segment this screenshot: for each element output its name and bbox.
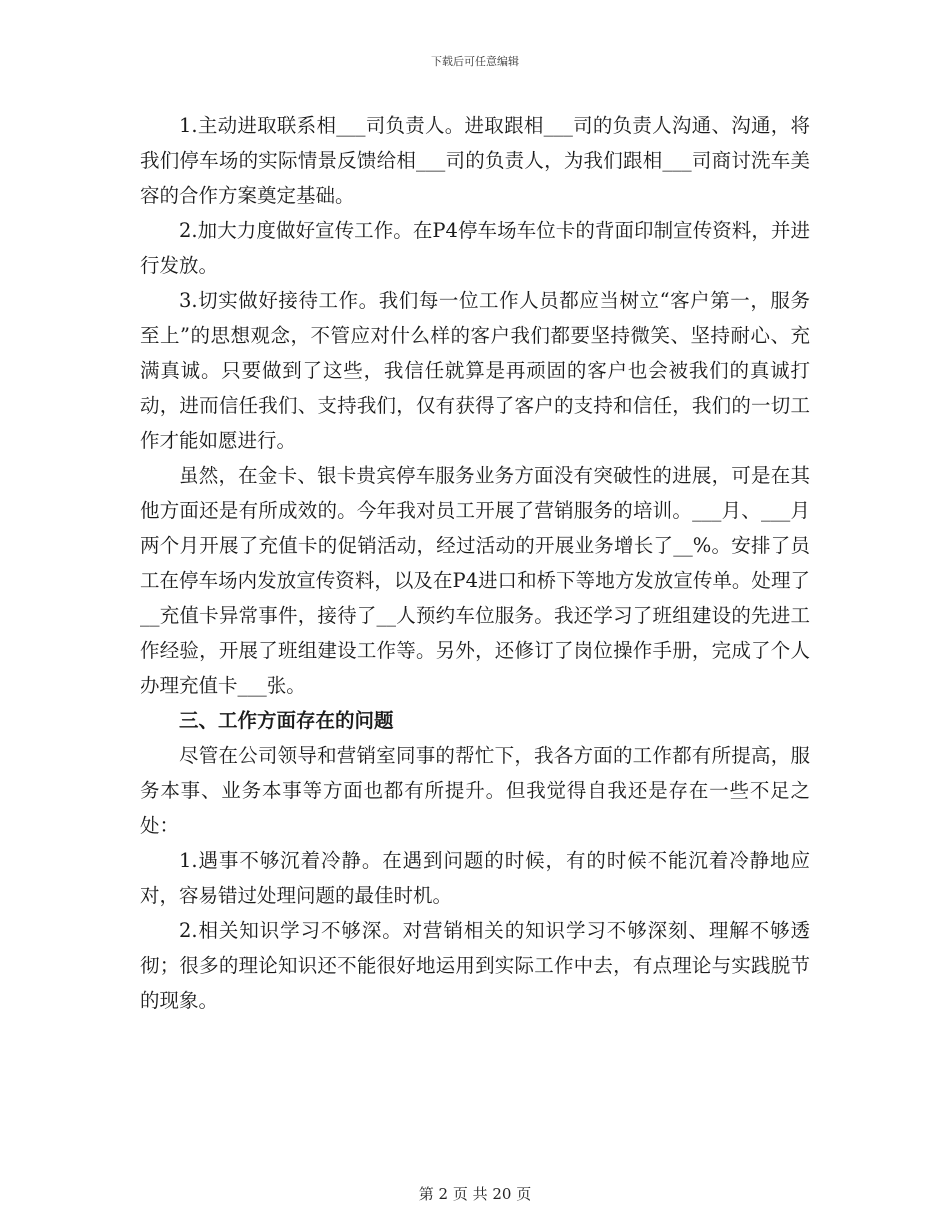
paragraph-problem-1: 1.遇事不够沉着冷静。在遇到问题的时候，有的时候不能沉着冷静地应对，容易错过处理问题的最佳时机。 [140,849,810,907]
paragraph-item-1: 1.主动进取联系相___司负责人。进取跟相___司的负责人沟通、沟通，将我们停车场的实际情景反馈给相___司的负责人，为我们跟相___司商讨洗车美容的合作方案奠定基础。 [140,114,810,207]
paragraph-item-3: 3.切实做好接待工作。我们每一位工作人员都应当树立“客户第一，服务至上”的思想观念，不管应对什么样的客户我们都要坚持微笑、坚持耐心、充满真诚。只要做到了这些，我信任就算是再顽固的客户也会被我们的真诚打动，进而信任我们、支持我们，仅有获得了客户的支持和信任，我们的一切工作才能如愿进行。 [140,289,810,452]
page-number: 第 2 页 共 20 页 [418,1185,532,1203]
document-body [140,108,810,1018]
page-header: 下载后可任意编辑 [431,55,519,68]
paragraph-item-2: 2.加大力度做好宣传工作。在P4停车场车位卡的背面印制宣传资料，并进行发放。 [140,219,810,277]
paragraph-problem-2: 2.相关知识学习不够深。对营销相关的知识学习不够深刻、理解不够透彻；很多的理论知识还不能很好地运用到实际工作中去，有点理论与实践脱节的现象。 [140,919,810,1012]
paragraph-achievements: 虽然，在金卡、银卡贵宾停车服务业务方面没有突破性的进展，可是在其他方面还是有所成效的。今年我对员工开展了营销服务的培训。___月、___月两个月开展了充值卡的促销活动，经过活动的开展业务增长了__%。安排了员工在停车场内发放宣传资料，以及在P4进口和桥下等地方发放宣传单。处理了__充值卡异常事件，接待了__人预约车位服务。我还学习了班组建设的先进工作经验，开展了班组建设工作等。另外，还修订了岗位操作手册，完成了个人办理充值卡___张。 [140,464,810,697]
section-heading: 三、工作方面存在的问题 [179,709,394,732]
paragraph-problems-intro: 尽管在公司领导和营销室同事的帮忙下，我各方面的工作都有所提高，服务本事、业务本事等方面也都有所提升。但我觉得自我还是存在一些不足之处： [140,744,810,837]
